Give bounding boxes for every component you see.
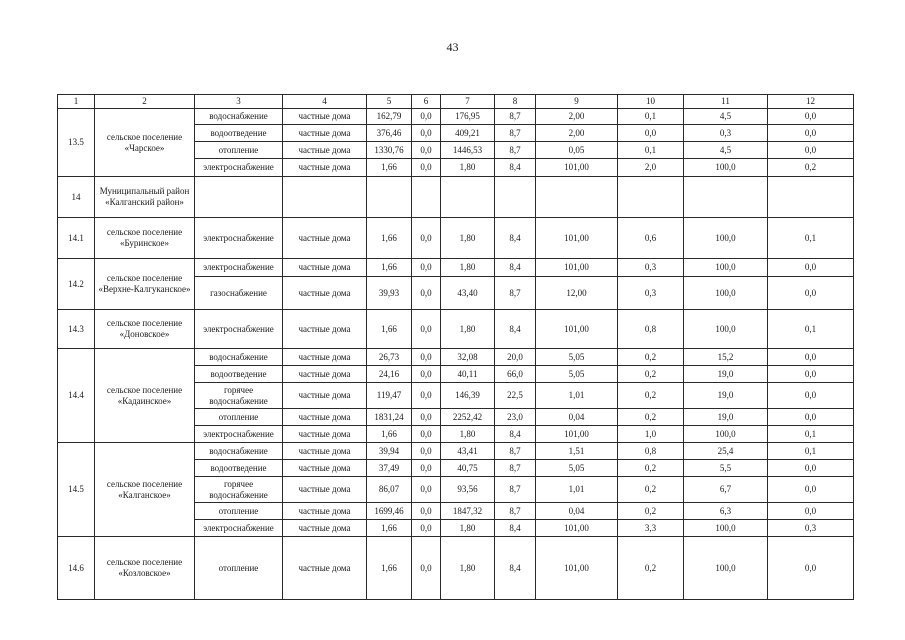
cell-c8: 8,4 [495, 310, 536, 349]
cell-c5: 26,73 [367, 349, 412, 366]
table-row [58, 349, 854, 366]
cell-c9: 0,05 [536, 142, 618, 159]
cell-c6: 0,0 [412, 477, 441, 503]
cell-c5: 39,93 [367, 277, 412, 310]
cell-c6: 0,0 [412, 310, 441, 349]
cell-c8: 20,0 [495, 349, 536, 366]
cell-c12: 0,0 [768, 349, 854, 366]
column-header: 10 [618, 95, 684, 109]
table-row [58, 177, 854, 218]
cell-c11: 100,0 [684, 426, 768, 443]
cell-c11: 100,0 [684, 218, 768, 259]
cell-c7: 1847,32 [441, 503, 495, 520]
cell-c6: 0,0 [412, 159, 441, 177]
cell-c11: 15,2 [684, 349, 768, 366]
cell-c10: 2,0 [618, 159, 684, 177]
cell-c11: 100,0 [684, 277, 768, 310]
cell-c8: 8,7 [495, 460, 536, 477]
cell-housing: частные дома [283, 277, 367, 310]
column-header: 9 [536, 95, 618, 109]
cell-c8: 8,7 [495, 142, 536, 159]
cell-c6: 0,0 [412, 383, 441, 409]
cell-c11: 5,5 [684, 460, 768, 477]
cell-c6: 0,0 [412, 443, 441, 460]
cell-c5: 119,47 [367, 383, 412, 409]
cell-c6: 0,0 [412, 520, 441, 537]
cell-c12: 0,3 [768, 520, 854, 537]
cell-service: водоснабжение [195, 443, 283, 460]
cell-c7: 1,80 [441, 426, 495, 443]
column-header: 6 [412, 95, 441, 109]
cell-housing: частные дома [283, 409, 367, 426]
cell-c12: 0,0 [768, 142, 854, 159]
cell-c12: 0,2 [768, 159, 854, 177]
cell-c11: 19,0 [684, 383, 768, 409]
settlement-name: сельское поселение «Кадаинское» [95, 349, 195, 443]
cell-c8: 8,7 [495, 477, 536, 503]
cell-c12: 0,0 [768, 109, 854, 125]
cell-c5: 1,66 [367, 259, 412, 277]
cell-c12: 0,1 [768, 218, 854, 259]
cell-housing: частные дома [283, 310, 367, 349]
cell-c12: 0,0 [768, 409, 854, 426]
cell-c6: 0,0 [412, 409, 441, 426]
cell-c10: 0,3 [618, 277, 684, 310]
cell-c8: 8,4 [495, 218, 536, 259]
cell-housing: частные дома [283, 125, 367, 142]
cell-c12: 0,0 [768, 537, 854, 600]
column-header: 1 [58, 95, 95, 109]
cell-c12: 0,0 [768, 383, 854, 409]
cell-housing: частные дома [283, 366, 367, 383]
cell-c11: 100,0 [684, 259, 768, 277]
cell-c6: 0,0 [412, 218, 441, 259]
cell-c5: 1831,24 [367, 409, 412, 426]
cell-c5: 1,66 [367, 520, 412, 537]
settlement-name: сельское поселение «Верхне-Калгуканское» [95, 259, 195, 310]
cell-c7: 1,80 [441, 537, 495, 600]
cell-c6: 0,0 [412, 277, 441, 310]
cell-c8: 8,4 [495, 520, 536, 537]
cell-c5: 1,66 [367, 218, 412, 259]
cell-c11: 4,5 [684, 142, 768, 159]
cell-c10: 0,8 [618, 310, 684, 349]
cell-c5: 162,79 [367, 109, 412, 125]
cell-service: водоснабжение [195, 109, 283, 125]
cell-c10: 0,2 [618, 537, 684, 600]
settlement-name: сельское поселение «Буринское» [95, 218, 195, 259]
cell-c8: 8,7 [495, 443, 536, 460]
cell-c5: 1330,76 [367, 142, 412, 159]
cell-c11: 19,0 [684, 366, 768, 383]
cell-c8: 8,4 [495, 159, 536, 177]
cell-c9: 5,05 [536, 349, 618, 366]
cell-c7: 1,80 [441, 310, 495, 349]
cell-housing [283, 177, 367, 218]
row-number: 13.5 [58, 109, 95, 177]
cell-c9: 101,00 [536, 159, 618, 177]
cell-c6: 0,0 [412, 426, 441, 443]
column-header: 2 [95, 95, 195, 109]
cell-c10: 0,2 [618, 366, 684, 383]
header-row [58, 95, 854, 109]
cell-service: отопление [195, 537, 283, 600]
cell-c9: 101,00 [536, 520, 618, 537]
cell-c6: 0,0 [412, 109, 441, 125]
cell-c11: 100,0 [684, 537, 768, 600]
table-row [58, 537, 854, 600]
cell-c11: 0,3 [684, 125, 768, 142]
cell-housing: частные дома [283, 443, 367, 460]
cell-c11: 100,0 [684, 159, 768, 177]
cell-c9: 101,00 [536, 537, 618, 600]
cell-c9: 2,00 [536, 125, 618, 142]
cell-c10: 0,2 [618, 460, 684, 477]
page-number: 43 [446, 40, 459, 54]
row-number: 14.2 [58, 259, 95, 310]
cell-c9 [536, 177, 618, 218]
cell-c10: 0,0 [618, 125, 684, 142]
cell-c7: 1,80 [441, 159, 495, 177]
cell-c9: 1,01 [536, 383, 618, 409]
cell-c8: 23,0 [495, 409, 536, 426]
cell-c5: 1699,46 [367, 503, 412, 520]
cell-c9: 0,04 [536, 409, 618, 426]
cell-c8: 8,7 [495, 125, 536, 142]
table-row [58, 109, 854, 125]
cell-c6: 0,0 [412, 366, 441, 383]
cell-housing: частные дома [283, 426, 367, 443]
cell-c8: 8,4 [495, 426, 536, 443]
cell-c10: 0,2 [618, 503, 684, 520]
cell-housing: частные дома [283, 349, 367, 366]
cell-c6: 0,0 [412, 125, 441, 142]
cell-c6: 0,0 [412, 259, 441, 277]
cell-service: горячее водоснабжение [195, 477, 283, 503]
cell-service: электроснабжение [195, 259, 283, 277]
cell-c10: 0,8 [618, 443, 684, 460]
cell-c7: 43,41 [441, 443, 495, 460]
cell-c7: 1,80 [441, 259, 495, 277]
cell-service: электроснабжение [195, 310, 283, 349]
cell-c9: 101,00 [536, 218, 618, 259]
cell-c10: 0,1 [618, 109, 684, 125]
row-number: 14 [58, 177, 95, 218]
cell-service: газоснабжение [195, 277, 283, 310]
cell-c5: 39,94 [367, 443, 412, 460]
settlement-name: сельское поселение «Доновское» [95, 310, 195, 349]
cell-c12: 0,1 [768, 443, 854, 460]
cell-c10: 0,2 [618, 383, 684, 409]
cell-c9: 2,00 [536, 109, 618, 125]
cell-c12: 0,0 [768, 503, 854, 520]
cell-housing: частные дома [283, 159, 367, 177]
cell-c11: 25,4 [684, 443, 768, 460]
cell-c5: 376,46 [367, 125, 412, 142]
cell-service: отопление [195, 503, 283, 520]
cell-service: электроснабжение [195, 426, 283, 443]
cell-service: электроснабжение [195, 520, 283, 537]
cell-c8 [495, 177, 536, 218]
cell-c5: 1,66 [367, 537, 412, 600]
cell-c5: 1,66 [367, 310, 412, 349]
cell-c11 [684, 177, 768, 218]
cell-housing: частные дома [283, 460, 367, 477]
cell-c5: 1,66 [367, 159, 412, 177]
cell-service: электроснабжение [195, 218, 283, 259]
cell-c7: 93,56 [441, 477, 495, 503]
cell-c7: 40,11 [441, 366, 495, 383]
cell-c8: 8,4 [495, 259, 536, 277]
cell-c9: 1,51 [536, 443, 618, 460]
cell-c9: 101,00 [536, 259, 618, 277]
cell-c6: 0,0 [412, 460, 441, 477]
cell-c7: 1446,53 [441, 142, 495, 159]
cell-c11: 100,0 [684, 520, 768, 537]
cell-c12: 0,0 [768, 366, 854, 383]
cell-c10: 0,6 [618, 218, 684, 259]
cell-c12: 0,0 [768, 477, 854, 503]
cell-housing: частные дома [283, 383, 367, 409]
cell-c5: 37,49 [367, 460, 412, 477]
cell-c7 [441, 177, 495, 218]
cell-c6: 0,0 [412, 537, 441, 600]
cell-c7: 146,39 [441, 383, 495, 409]
cell-housing: частные дома [283, 109, 367, 125]
cell-c10: 0,2 [618, 409, 684, 426]
cell-service: электроснабжение [195, 159, 283, 177]
cell-c5: 86,07 [367, 477, 412, 503]
row-number: 14.1 [58, 218, 95, 259]
cell-c12: 0,0 [768, 460, 854, 477]
cell-c8: 8,7 [495, 109, 536, 125]
cell-c10: 0,3 [618, 259, 684, 277]
cell-housing: частные дома [283, 503, 367, 520]
cell-housing: частные дома [283, 477, 367, 503]
column-header: 4 [283, 95, 367, 109]
cell-c9: 5,05 [536, 460, 618, 477]
table-row [58, 443, 854, 460]
cell-c12: 0,0 [768, 277, 854, 310]
column-header: 11 [684, 95, 768, 109]
cell-c11: 19,0 [684, 409, 768, 426]
cell-service: водоотведение [195, 366, 283, 383]
row-number: 14.3 [58, 310, 95, 349]
cell-c7: 409,21 [441, 125, 495, 142]
cell-c6: 0,0 [412, 349, 441, 366]
cell-c11: 6,3 [684, 503, 768, 520]
cell-c11: 4,5 [684, 109, 768, 125]
cell-service [195, 177, 283, 218]
cell-housing: частные дома [283, 537, 367, 600]
cell-service: горячее водоснабжение [195, 383, 283, 409]
cell-c7: 1,80 [441, 218, 495, 259]
cell-c10: 0,2 [618, 477, 684, 503]
cell-c5: 1,66 [367, 426, 412, 443]
settlement-name: Муниципальный район «Калганский район» [95, 177, 195, 218]
cell-c10 [618, 177, 684, 218]
cell-c9: 101,00 [536, 426, 618, 443]
cell-c8: 8,7 [495, 503, 536, 520]
table-row [58, 310, 854, 349]
table-row [58, 218, 854, 259]
cell-housing: частные дома [283, 142, 367, 159]
cell-c12: 0,1 [768, 426, 854, 443]
column-header: 5 [367, 95, 412, 109]
cell-c7: 43,40 [441, 277, 495, 310]
column-header: 8 [495, 95, 536, 109]
cell-c11: 100,0 [684, 310, 768, 349]
cell-c9: 1,01 [536, 477, 618, 503]
cell-housing: частные дома [283, 259, 367, 277]
cell-c7: 176,95 [441, 109, 495, 125]
table-row [58, 259, 854, 277]
cell-service: водоотведение [195, 460, 283, 477]
cell-c8: 22,5 [495, 383, 536, 409]
settlement-name: сельское поселение «Калганское» [95, 443, 195, 537]
cell-c10: 3,3 [618, 520, 684, 537]
cell-c5 [367, 177, 412, 218]
cell-c11: 6,7 [684, 477, 768, 503]
settlement-name: сельское поселение «Козловское» [95, 537, 195, 600]
cell-c8: 8,4 [495, 537, 536, 600]
column-header: 3 [195, 95, 283, 109]
cell-c8: 66,0 [495, 366, 536, 383]
cell-c7: 40,75 [441, 460, 495, 477]
cell-c7: 2252,42 [441, 409, 495, 426]
cell-c12: 0,0 [768, 259, 854, 277]
cell-c6 [412, 177, 441, 218]
cell-c12 [768, 177, 854, 218]
cell-service: отопление [195, 409, 283, 426]
cell-c8: 8,7 [495, 277, 536, 310]
cell-c6: 0,0 [412, 503, 441, 520]
column-header: 7 [441, 95, 495, 109]
cell-c9: 101,00 [536, 310, 618, 349]
cell-service: водоотведение [195, 125, 283, 142]
row-number: 14.6 [58, 537, 95, 600]
cell-c9: 12,00 [536, 277, 618, 310]
cell-service: отопление [195, 142, 283, 159]
cell-c7: 1,80 [441, 520, 495, 537]
cell-c9: 0,04 [536, 503, 618, 520]
cell-housing: частные дома [283, 520, 367, 537]
cell-housing: частные дома [283, 218, 367, 259]
cell-service: водоснабжение [195, 349, 283, 366]
tariff-table [57, 94, 854, 600]
row-number: 14.4 [58, 349, 95, 443]
cell-c12: 0,0 [768, 125, 854, 142]
cell-c6: 0,0 [412, 142, 441, 159]
column-header: 12 [768, 95, 854, 109]
cell-c7: 32,08 [441, 349, 495, 366]
cell-c10: 0,2 [618, 349, 684, 366]
cell-c12: 0,1 [768, 310, 854, 349]
row-number: 14.5 [58, 443, 95, 537]
cell-c5: 24,16 [367, 366, 412, 383]
settlement-name: сельское поселение «Чарское» [95, 109, 195, 177]
cell-c9: 5,05 [536, 366, 618, 383]
cell-c10: 1,0 [618, 426, 684, 443]
cell-c10: 0,1 [618, 142, 684, 159]
